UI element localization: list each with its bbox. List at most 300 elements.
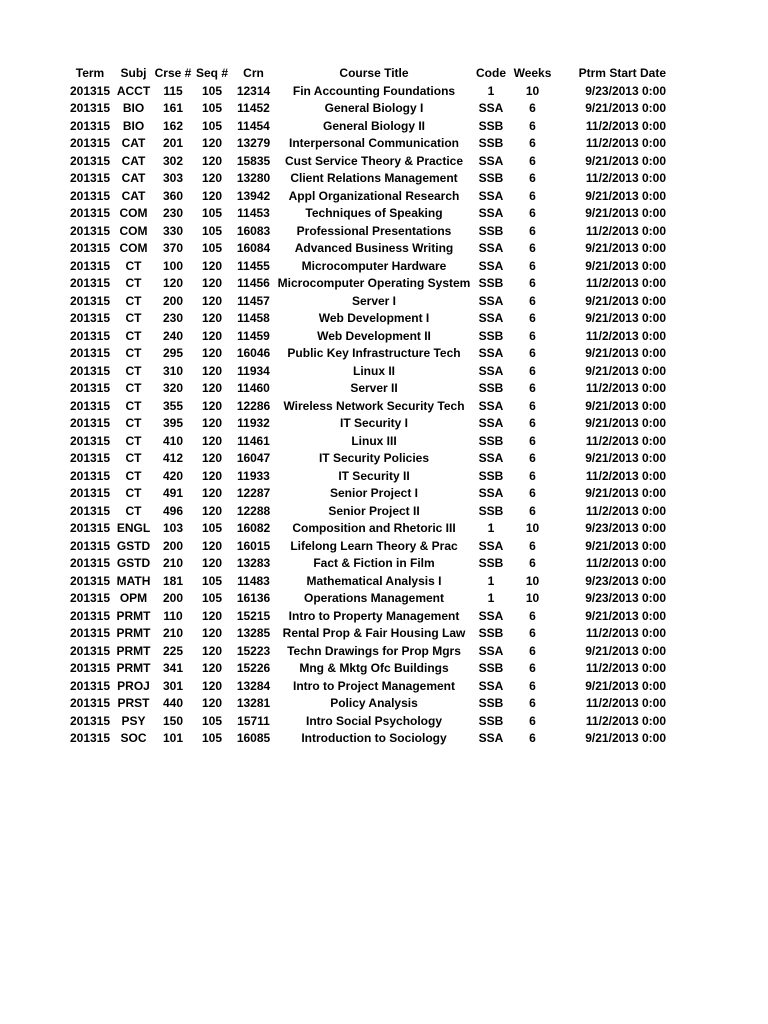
cell-course-title: Techniques of Speaking bbox=[305, 206, 443, 220]
table-row bbox=[66, 293, 669, 311]
cell-weeks: 6 bbox=[529, 451, 536, 465]
cell-ptrm-start-date: 9/23/2013 0:00 bbox=[585, 573, 666, 588]
cell-weeks: 6 bbox=[529, 696, 536, 710]
cell-ptrm-start-date: 9/21/2013 0:00 bbox=[585, 643, 666, 658]
table-row bbox=[66, 135, 669, 153]
cell-crse: 210 bbox=[162, 556, 184, 570]
cell-crse: 150 bbox=[162, 713, 184, 728]
cell-ptrm-start-date: 9/21/2013 0:00 bbox=[585, 188, 666, 203]
cell-seq: 120 bbox=[201, 276, 223, 290]
table-row bbox=[66, 573, 669, 591]
cell-code: SSB bbox=[478, 118, 504, 133]
cell-course-title: Mng & Mktg Ofc Buildings bbox=[299, 661, 449, 675]
cell-crn: 16015 bbox=[236, 538, 271, 553]
cell-weeks: 6 bbox=[529, 293, 536, 308]
cell-course-title: Professional Presentations bbox=[296, 223, 452, 238]
cell-crse: 330 bbox=[162, 223, 184, 238]
table-row bbox=[66, 625, 669, 643]
cell-crn: 16084 bbox=[236, 241, 271, 255]
cell-crn: 16047 bbox=[236, 451, 271, 465]
cell-term: 201315 bbox=[69, 626, 111, 640]
cell-seq: 120 bbox=[201, 643, 223, 658]
cell-term: 201315 bbox=[69, 118, 111, 133]
cell-ptrm-start-date: 11/2/2013 0:00 bbox=[585, 136, 666, 150]
cell-weeks: 6 bbox=[529, 381, 536, 395]
cell-crse: 240 bbox=[162, 328, 184, 343]
cell-course-title: Linux II bbox=[353, 363, 395, 378]
cell-term: 201315 bbox=[69, 241, 111, 255]
cell-course-title: Cust Service Theory & Practice bbox=[284, 153, 464, 168]
cell-subj: CT bbox=[125, 468, 142, 483]
cell-crn: 16136 bbox=[236, 591, 271, 605]
table-row bbox=[66, 153, 669, 171]
cell-crse: 200 bbox=[162, 538, 184, 553]
cell-weeks: 6 bbox=[529, 171, 536, 185]
cell-course-title: Intro to Property Management bbox=[288, 608, 460, 623]
cell-crse: 200 bbox=[162, 293, 184, 308]
cell-weeks: 6 bbox=[529, 433, 536, 448]
cell-code: SSB bbox=[478, 661, 504, 675]
cell-subj: CAT bbox=[121, 171, 146, 185]
cell-term: 201315 bbox=[69, 556, 111, 570]
cell-crse: 360 bbox=[162, 188, 184, 203]
cell-ptrm-start-date: 11/2/2013 0:00 bbox=[585, 433, 666, 448]
cell-code: SSA bbox=[478, 643, 504, 658]
cell-term: 201315 bbox=[69, 643, 111, 658]
cell-crn: 16082 bbox=[236, 521, 271, 535]
cell-course-title: Composition and Rhetoric III bbox=[292, 521, 456, 535]
cell-seq: 120 bbox=[201, 661, 223, 675]
cell-term: 201315 bbox=[69, 136, 111, 150]
cell-course-title: Policy Analysis bbox=[330, 696, 418, 710]
cell-term: 201315 bbox=[69, 538, 111, 553]
table-row bbox=[66, 590, 669, 608]
cell-weeks: 6 bbox=[529, 206, 536, 220]
cell-seq: 120 bbox=[201, 433, 223, 448]
cell-term: 201315 bbox=[69, 188, 111, 203]
cell-course-title: Server II bbox=[350, 381, 398, 395]
cell-subj: CT bbox=[125, 363, 142, 378]
cell-course-title: Lifelong Learn Theory & Prac bbox=[290, 538, 458, 553]
cell-crn: 13280 bbox=[236, 171, 271, 185]
cell-ptrm-start-date: 11/2/2013 0:00 bbox=[585, 276, 666, 290]
cell-seq: 120 bbox=[201, 398, 223, 413]
cell-subj: CT bbox=[125, 311, 142, 325]
cell-weeks: 10 bbox=[525, 521, 540, 535]
cell-ptrm-start-date: 9/23/2013 0:00 bbox=[585, 83, 666, 98]
cell-term: 201315 bbox=[69, 171, 111, 185]
cell-seq: 105 bbox=[201, 521, 223, 535]
cell-code: SSB bbox=[478, 328, 504, 343]
cell-code: SSB bbox=[478, 713, 504, 728]
cell-code: SSB bbox=[478, 556, 504, 570]
cell-subj: CT bbox=[125, 346, 142, 360]
cell-subj: PROJ bbox=[117, 678, 150, 693]
cell-seq: 120 bbox=[201, 451, 223, 465]
table-row bbox=[66, 695, 669, 713]
cell-subj: CT bbox=[125, 293, 142, 308]
cell-crse: 412 bbox=[162, 451, 184, 465]
table-row bbox=[66, 485, 669, 503]
cell-course-title: Introduction to Sociology bbox=[301, 731, 447, 745]
cell-code: SSB bbox=[478, 468, 504, 483]
cell-weeks: 6 bbox=[529, 678, 536, 693]
cell-weeks: 6 bbox=[529, 276, 536, 290]
table-row bbox=[66, 415, 669, 433]
course-schedule-table bbox=[66, 65, 669, 748]
cell-code: SSA bbox=[478, 293, 504, 308]
cell-course-title: Intro to Project Management bbox=[292, 678, 456, 693]
cell-crn: 11456 bbox=[237, 276, 270, 290]
table-row bbox=[66, 713, 669, 731]
header-row bbox=[66, 65, 669, 83]
cell-ptrm-start-date: 11/2/2013 0:00 bbox=[585, 556, 666, 570]
cell-code: SSB bbox=[478, 626, 504, 640]
cell-subj: CT bbox=[125, 276, 142, 290]
cell-course-title: IT Security I bbox=[339, 416, 409, 430]
cell-ptrm-start-date: 11/2/2013 0:00 bbox=[585, 626, 666, 640]
cell-ptrm-start-date: 11/2/2013 0:00 bbox=[585, 328, 666, 343]
cell-ptrm-start-date: 11/2/2013 0:00 bbox=[585, 713, 666, 728]
cell-seq: 120 bbox=[201, 363, 223, 378]
cell-code: SSB bbox=[478, 503, 504, 518]
cell-subj: CT bbox=[125, 416, 142, 430]
cell-seq: 105 bbox=[201, 101, 223, 115]
cell-weeks: 6 bbox=[529, 486, 536, 500]
cell-code: SSA bbox=[478, 538, 504, 553]
cell-seq: 120 bbox=[201, 468, 223, 483]
table-row bbox=[66, 345, 669, 363]
cell-seq: 105 bbox=[201, 573, 223, 588]
cell-weeks: 6 bbox=[529, 468, 536, 483]
cell-term: 201315 bbox=[69, 328, 111, 343]
cell-subj: CT bbox=[125, 398, 142, 413]
cell-ptrm-start-date: 9/21/2013 0:00 bbox=[585, 311, 666, 325]
cell-seq: 105 bbox=[201, 83, 223, 98]
cell-crn: 11933 bbox=[237, 468, 270, 483]
cell-crse: 303 bbox=[162, 171, 184, 185]
table-row bbox=[66, 380, 669, 398]
cell-ptrm-start-date: 11/2/2013 0:00 bbox=[585, 503, 666, 518]
cell-course-title: IT Security II bbox=[338, 468, 410, 483]
cell-term: 201315 bbox=[69, 346, 111, 360]
cell-course-title: Fact & Fiction in Film bbox=[313, 556, 435, 570]
cell-code: SSB bbox=[478, 433, 504, 448]
cell-ptrm-start-date: 9/23/2013 0:00 bbox=[585, 591, 666, 605]
table-row bbox=[66, 643, 669, 661]
cell-code: SSA bbox=[478, 416, 504, 430]
cell-crse: 115 bbox=[163, 83, 183, 98]
cell-crn: 11454 bbox=[237, 118, 270, 133]
cell-course-title: Mathematical Analysis I bbox=[306, 573, 442, 588]
cell-subj: ENGL bbox=[116, 521, 151, 535]
cell-term: 201315 bbox=[69, 276, 111, 290]
table-row bbox=[66, 503, 669, 521]
cell-code: SSB bbox=[478, 223, 504, 238]
cell-term: 201315 bbox=[69, 713, 111, 728]
cell-crn: 15223 bbox=[236, 643, 271, 658]
cell-ptrm-start-date: 11/2/2013 0:00 bbox=[585, 696, 666, 710]
cell-seq: 105 bbox=[201, 591, 223, 605]
cell-subj: CT bbox=[125, 451, 142, 465]
cell-crn: 13284 bbox=[236, 678, 271, 693]
cell-crn: 12287 bbox=[236, 486, 271, 500]
cell-weeks: 6 bbox=[529, 311, 536, 325]
cell-seq: 120 bbox=[201, 171, 223, 185]
cell-weeks: 6 bbox=[529, 713, 536, 728]
cell-subj: CAT bbox=[121, 136, 146, 150]
cell-ptrm-start-date: 9/21/2013 0:00 bbox=[585, 363, 666, 378]
cell-subj: BIO bbox=[122, 101, 145, 115]
cell-seq: 120 bbox=[201, 346, 223, 360]
table-row bbox=[66, 520, 669, 538]
table-row bbox=[66, 730, 669, 748]
cell-term: 201315 bbox=[69, 521, 111, 535]
cell-crse: 101 bbox=[162, 731, 184, 745]
cell-crn: 13281 bbox=[236, 696, 271, 710]
cell-ptrm-start-date: 9/21/2013 0:00 bbox=[585, 416, 666, 430]
cell-course-title: Rental Prop & Fair Housing Law bbox=[282, 626, 466, 640]
cell-code: 1 bbox=[487, 591, 495, 605]
cell-crn: 11461 bbox=[237, 433, 270, 448]
cell-course-title: Interpersonal Communication bbox=[288, 136, 460, 150]
cell-code: SSA bbox=[478, 608, 504, 623]
cell-course-title: Techn Drawings for Prop Mgrs bbox=[287, 643, 461, 658]
cell-code: SSA bbox=[478, 188, 504, 203]
cell-code: SSB bbox=[478, 171, 504, 185]
table-row bbox=[66, 608, 669, 626]
cell-crse: 200 bbox=[162, 591, 184, 605]
header-code: Code bbox=[476, 66, 506, 80]
cell-term: 201315 bbox=[69, 381, 111, 395]
cell-weeks: 6 bbox=[529, 398, 536, 413]
cell-course-title: Operations Management bbox=[303, 591, 445, 605]
cell-course-title: Senior Project II bbox=[328, 503, 420, 518]
cell-course-title: Fin Accounting Foundations bbox=[292, 83, 456, 98]
cell-term: 201315 bbox=[69, 83, 111, 98]
cell-code: SSA bbox=[478, 678, 504, 693]
cell-course-title: General Biology I bbox=[324, 101, 424, 115]
header-weeks: Weeks bbox=[513, 66, 552, 80]
cell-term: 201315 bbox=[69, 398, 111, 413]
cell-subj: SOC bbox=[120, 731, 147, 745]
cell-seq: 120 bbox=[201, 136, 223, 150]
cell-term: 201315 bbox=[69, 486, 111, 500]
cell-weeks: 6 bbox=[529, 153, 536, 168]
cell-ptrm-start-date: 9/21/2013 0:00 bbox=[585, 241, 666, 255]
header-subj: Subj bbox=[120, 66, 147, 80]
cell-weeks: 6 bbox=[529, 661, 536, 675]
cell-ptrm-start-date: 9/21/2013 0:00 bbox=[585, 153, 666, 168]
cell-crse: 210 bbox=[162, 626, 184, 640]
cell-crse: 100 bbox=[162, 258, 184, 273]
cell-course-title: General Biology II bbox=[322, 118, 426, 133]
cell-code: SSA bbox=[478, 731, 504, 745]
cell-ptrm-start-date: 9/21/2013 0:00 bbox=[585, 486, 666, 500]
cell-crse: 320 bbox=[162, 381, 184, 395]
cell-weeks: 6 bbox=[529, 258, 536, 273]
cell-crn: 12286 bbox=[236, 398, 271, 413]
cell-ptrm-start-date: 9/21/2013 0:00 bbox=[585, 398, 666, 413]
cell-course-title: Linux III bbox=[351, 433, 397, 448]
cell-ptrm-start-date: 11/2/2013 0:00 bbox=[585, 223, 666, 238]
cell-term: 201315 bbox=[69, 591, 111, 605]
cell-ptrm-start-date: 9/21/2013 0:00 bbox=[585, 101, 666, 115]
cell-crn: 15835 bbox=[236, 153, 271, 168]
cell-crn: 16046 bbox=[236, 346, 271, 360]
cell-seq: 105 bbox=[201, 731, 223, 745]
cell-ptrm-start-date: 9/21/2013 0:00 bbox=[585, 538, 666, 553]
cell-crn: 16083 bbox=[236, 223, 271, 238]
cell-ptrm-start-date: 9/21/2013 0:00 bbox=[585, 451, 666, 465]
cell-code: 1 bbox=[487, 83, 495, 98]
table-row bbox=[66, 310, 669, 328]
cell-code: SSA bbox=[478, 398, 504, 413]
cell-term: 201315 bbox=[69, 731, 111, 745]
cell-seq: 120 bbox=[201, 608, 223, 623]
cell-weeks: 6 bbox=[529, 556, 536, 570]
cell-crn: 11457 bbox=[237, 293, 270, 308]
table-row bbox=[66, 188, 669, 206]
cell-subj: MATH bbox=[116, 573, 151, 588]
header-crn: Crn bbox=[243, 66, 264, 80]
cell-course-title: Web Development I bbox=[318, 311, 430, 325]
cell-term: 201315 bbox=[69, 503, 111, 518]
cell-crse: 302 bbox=[162, 153, 184, 168]
cell-crse: 410 bbox=[162, 433, 184, 448]
cell-seq: 120 bbox=[201, 678, 223, 693]
cell-weeks: 6 bbox=[529, 346, 536, 360]
cell-crse: 225 bbox=[162, 643, 184, 658]
cell-term: 201315 bbox=[69, 101, 111, 115]
cell-seq: 120 bbox=[201, 486, 223, 500]
cell-crn: 16085 bbox=[236, 731, 271, 745]
cell-code: SSA bbox=[478, 451, 504, 465]
header-course-title: Course Title bbox=[339, 66, 409, 80]
cell-ptrm-start-date: 9/21/2013 0:00 bbox=[585, 206, 666, 220]
cell-ptrm-start-date: 11/2/2013 0:00 bbox=[585, 661, 666, 675]
cell-course-title: Microcomputer Operating System bbox=[277, 276, 471, 290]
table-row bbox=[66, 433, 669, 451]
cell-code: SSA bbox=[478, 153, 504, 168]
cell-crse: 395 bbox=[162, 416, 184, 430]
cell-crn: 12314 bbox=[236, 83, 271, 98]
cell-term: 201315 bbox=[69, 678, 111, 693]
cell-subj: OPM bbox=[119, 591, 148, 605]
cell-weeks: 6 bbox=[529, 101, 536, 115]
table-row bbox=[66, 205, 669, 223]
table-row bbox=[66, 118, 669, 136]
cell-crse: 161 bbox=[162, 101, 184, 115]
header-crse: Crse # bbox=[154, 66, 192, 80]
cell-crn: 13283 bbox=[236, 556, 271, 570]
header-ptrm-start-date: Ptrm Start Date bbox=[578, 66, 666, 80]
cell-subj: CT bbox=[125, 433, 142, 448]
cell-subj: COM bbox=[119, 223, 148, 238]
cell-course-title: Advanced Business Writing bbox=[294, 241, 454, 255]
cell-code: SSA bbox=[478, 101, 504, 115]
cell-seq: 120 bbox=[201, 188, 223, 203]
cell-code: SSB bbox=[478, 381, 504, 395]
cell-course-title: Wireless Network Security Tech bbox=[283, 398, 465, 413]
cell-subj: COM bbox=[119, 241, 148, 255]
cell-seq: 120 bbox=[201, 416, 223, 430]
cell-crse: 103 bbox=[162, 521, 184, 535]
cell-course-title: Server I bbox=[351, 293, 397, 308]
header-term: Term bbox=[75, 66, 105, 80]
cell-weeks: 6 bbox=[529, 223, 536, 238]
table-row bbox=[66, 100, 669, 118]
cell-crse: 162 bbox=[162, 118, 184, 133]
cell-course-title: Web Development II bbox=[317, 328, 431, 343]
cell-weeks: 10 bbox=[525, 83, 540, 98]
cell-term: 201315 bbox=[69, 258, 111, 273]
cell-subj: GSTD bbox=[116, 556, 151, 570]
cell-term: 201315 bbox=[69, 608, 111, 623]
table-row bbox=[66, 170, 669, 188]
cell-crse: 310 bbox=[162, 363, 184, 378]
cell-seq: 120 bbox=[201, 311, 223, 325]
cell-weeks: 6 bbox=[529, 503, 536, 518]
table-row bbox=[66, 363, 669, 381]
cell-crse: 491 bbox=[162, 486, 184, 500]
cell-crse: 230 bbox=[162, 311, 184, 325]
cell-term: 201315 bbox=[69, 696, 111, 710]
table-row bbox=[66, 398, 669, 416]
cell-crn: 11453 bbox=[237, 206, 270, 220]
cell-seq: 120 bbox=[201, 258, 223, 273]
cell-crn: 11458 bbox=[237, 311, 270, 325]
table-header bbox=[66, 65, 669, 83]
cell-seq: 105 bbox=[201, 241, 223, 255]
table-row bbox=[66, 555, 669, 573]
cell-crse: 201 bbox=[162, 136, 184, 150]
cell-ptrm-start-date: 9/21/2013 0:00 bbox=[585, 346, 666, 360]
cell-crn: 12288 bbox=[236, 503, 271, 518]
cell-crse: 295 bbox=[162, 346, 184, 360]
cell-crn: 11455 bbox=[237, 258, 270, 273]
table-row bbox=[66, 660, 669, 678]
cell-ptrm-start-date: 11/2/2013 0:00 bbox=[585, 171, 666, 185]
cell-crn: 15215 bbox=[236, 608, 271, 623]
cell-course-title: Senior Project I bbox=[329, 486, 419, 500]
cell-crse: 181 bbox=[162, 573, 184, 588]
cell-seq: 120 bbox=[201, 626, 223, 640]
cell-crn: 11459 bbox=[237, 328, 270, 343]
cell-seq: 105 bbox=[201, 223, 223, 238]
cell-term: 201315 bbox=[69, 661, 111, 675]
cell-term: 201315 bbox=[69, 363, 111, 378]
cell-seq: 105 bbox=[201, 118, 223, 133]
cell-seq: 120 bbox=[201, 556, 223, 570]
cell-seq: 120 bbox=[201, 538, 223, 553]
cell-term: 201315 bbox=[69, 206, 111, 220]
cell-weeks: 6 bbox=[529, 241, 536, 255]
cell-seq: 120 bbox=[201, 328, 223, 343]
cell-weeks: 6 bbox=[529, 608, 536, 623]
cell-course-title: Client Relations Management bbox=[290, 171, 458, 185]
cell-crn: 13942 bbox=[236, 188, 271, 203]
header-seq: Seq # bbox=[195, 66, 228, 80]
cell-subj: ACCT bbox=[116, 83, 151, 98]
cell-crse: 355 bbox=[162, 398, 184, 413]
table-body bbox=[66, 83, 669, 748]
table-row bbox=[66, 328, 669, 346]
cell-weeks: 6 bbox=[529, 538, 536, 553]
cell-code: 1 bbox=[487, 521, 495, 535]
cell-weeks: 6 bbox=[529, 328, 536, 343]
cell-code: SSA bbox=[478, 311, 504, 325]
